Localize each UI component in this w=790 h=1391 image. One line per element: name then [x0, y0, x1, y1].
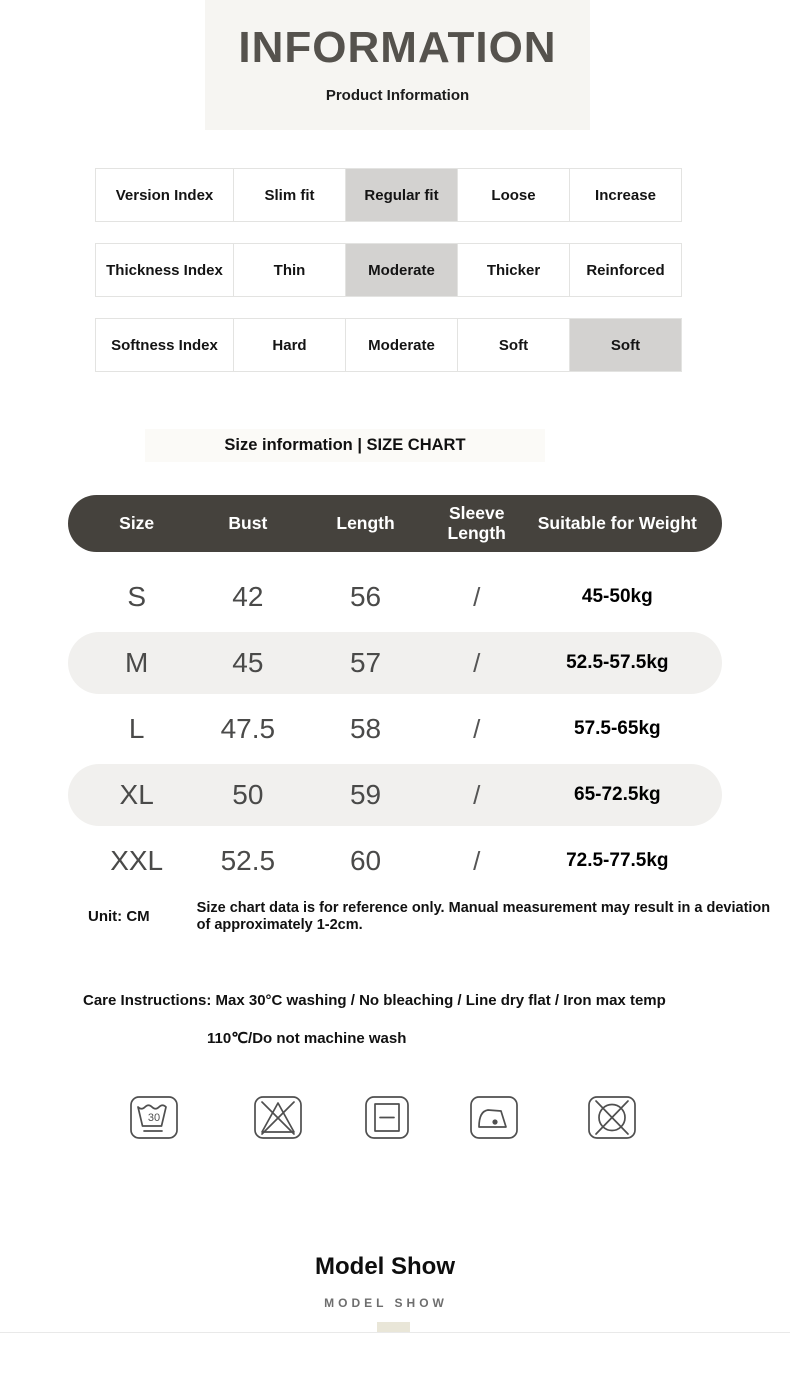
version-option: Loose	[457, 169, 569, 221]
softness-option: Soft	[457, 319, 569, 371]
softness-option: Hard	[233, 319, 345, 371]
sleeve-length-cell: /	[473, 647, 481, 678]
model-show-title: Model Show	[315, 1253, 455, 1280]
weight-cell: 65-72.5kg	[574, 784, 661, 805]
bust-cell: 52.5	[220, 845, 276, 876]
thickness-index-label: Thickness Index	[106, 261, 223, 279]
version-option: Slim fit	[233, 169, 345, 221]
size-chart-heading-band	[145, 429, 545, 462]
page-title: INFORMATION	[238, 23, 557, 72]
wash-30-icon	[128, 1092, 180, 1144]
care-instructions-line1: Care Instructions: Max 30°C washing / No bleaching / Line dry flat / Iron max temp	[83, 992, 666, 1009]
length-cell: 57	[349, 647, 382, 678]
weight-cell: 57.5-65kg	[574, 718, 661, 739]
size-chart	[68, 495, 722, 894]
column-header-sleeve-length: Sleeve Length	[447, 503, 506, 543]
bust-cell: 42	[232, 581, 264, 612]
unit-disclaimer-row	[88, 900, 780, 934]
sleeve-length-cell: /	[473, 779, 481, 810]
no-dry-clean-icon	[586, 1092, 638, 1144]
size-cell: S	[127, 581, 146, 612]
no-bleach-icon	[252, 1092, 304, 1144]
thickness-index-row	[95, 243, 682, 297]
size-chart-header	[68, 495, 722, 552]
version-index-row	[95, 168, 682, 222]
size-chart-body	[68, 564, 722, 894]
softness-index-label: Softness Index	[111, 336, 218, 354]
product-index-table	[95, 168, 682, 393]
bust-cell: 50	[232, 779, 264, 810]
length-cell: 59	[349, 779, 382, 810]
weight-cell: 45-50kg	[581, 586, 653, 607]
wash-temp-label: 30	[147, 1112, 161, 1124]
size-chart-row-l	[68, 696, 722, 762]
size-chart-row-s	[68, 564, 722, 630]
version-index-label: Version Index	[115, 186, 214, 204]
length-cell: 58	[349, 713, 382, 744]
sleeve-length-cell: /	[473, 713, 481, 744]
bust-cell: 47.5	[220, 713, 276, 744]
weight-cell: 72.5-77.5kg	[566, 850, 669, 871]
version-option-selected: Regular fit	[345, 169, 457, 221]
thickness-option: Thin	[233, 244, 345, 296]
column-header-weight: Suitable for Weight	[537, 512, 697, 533]
softness-option: Moderate	[345, 319, 457, 371]
iron-low-icon	[468, 1092, 520, 1144]
model-show-subtitle: MODEL SHOW	[324, 1296, 448, 1310]
column-header-size: Size	[119, 512, 155, 533]
size-chart-row-xxl	[68, 828, 722, 894]
size-cell: XL	[119, 779, 154, 810]
sleeve-length-cell: /	[473, 845, 481, 876]
softness-option-selected: Soft	[569, 319, 681, 371]
section-divider	[0, 1332, 790, 1333]
care-icons-row	[0, 1092, 790, 1146]
thickness-option-selected: Moderate	[345, 244, 457, 296]
softness-index-row	[95, 318, 682, 372]
size-chart-row-xl	[68, 764, 722, 826]
unit-note: Unit: CM	[88, 908, 150, 925]
thickness-option: Reinforced	[569, 244, 681, 296]
size-cell: XXL	[110, 845, 164, 876]
column-header-bust: Bust	[228, 512, 268, 533]
size-cell: L	[128, 713, 145, 744]
bust-cell: 45	[232, 647, 264, 678]
care-instructions-line2: 110℃/Do not machine wash	[207, 1030, 407, 1047]
thickness-option: Thicker	[457, 244, 569, 296]
version-option: Increase	[569, 169, 681, 221]
page-subtitle: Product Information	[325, 87, 470, 104]
size-chart-heading: Size information | SIZE CHART	[224, 436, 466, 454]
weight-cell: 52.5-57.5kg	[566, 652, 669, 673]
sleeve-length-cell: /	[473, 581, 481, 612]
size-cell: M	[125, 647, 149, 678]
length-cell: 56	[349, 581, 382, 612]
column-header-length: Length	[336, 512, 395, 533]
information-header	[205, 0, 590, 130]
dry-flat-icon	[361, 1092, 413, 1144]
size-chart-disclaimer: Size chart data is for reference only. Manual measurement may result in a deviation of approximately 1-2cm.	[196, 900, 771, 933]
length-cell: 60	[349, 845, 382, 876]
size-chart-row-m	[68, 632, 722, 694]
